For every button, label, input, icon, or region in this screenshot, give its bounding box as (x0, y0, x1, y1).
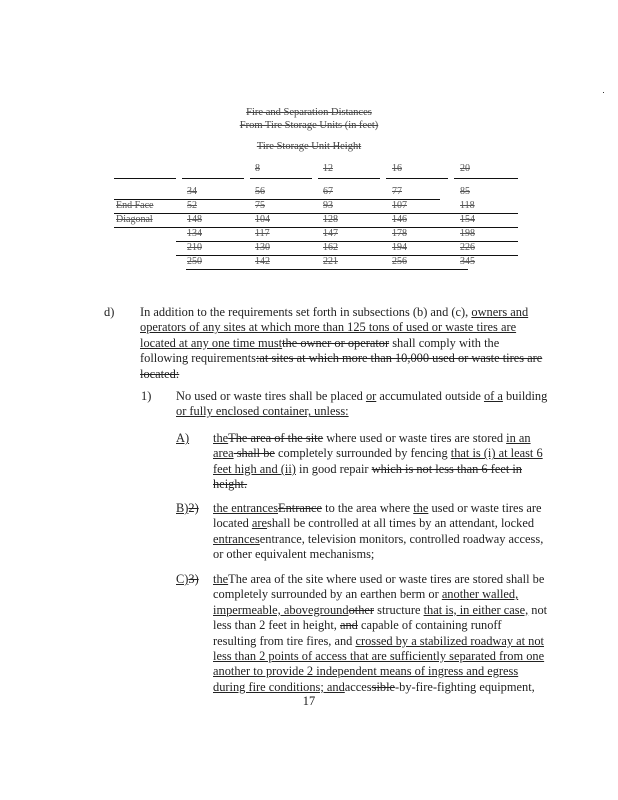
separation-distance-table (114, 163, 518, 270)
header-rule (182, 178, 244, 179)
section-d-text: In addition to the requirements set forth in subsections (b) and (c), owners and operators of any sites at which more than 125 tons of used or waste tires are located at any one time mustthe owner or operator shall comply with the following requirements:at sites at which more than 10,000 used or waste tires are located: (140, 305, 543, 381)
table-row: 250 142 221 256 345 (186, 256, 468, 270)
table-title: Fire and Separation Distances (246, 107, 372, 118)
item-1-text: No used or waste tires shall be placed or accumulated outside of a building or fully enclosed container, unless: (176, 389, 548, 419)
item-C-text: theThe area of the site where used or waste tires are stored shall be completely surrounded by an earthen berm or another walled, impermeable, abovegroundother structure that is, in either case, not less than 2 feet in height, and capable of containing runoff resulting from tire fires, and crossed by a stabilized roadway at not less than 2 points of access that are sufficiently separated from one another to provide 2 independent means of ingress and egress during fire conditions; andaccessible-by-fire-fighting equipment, (213, 572, 548, 694)
table-row: Diagonal 148 104 128 146 154 (114, 214, 518, 228)
header-rule (318, 178, 380, 179)
item-label-C: C)3) (176, 572, 199, 586)
table-column-group-title: Tire Storage Unit Height (256, 141, 362, 152)
item-B-text: the entrancesEntrance to the area where the used or waste tires are located areshall be controlled at all times by an attendant, locked entrancesentrance, television monitors, controlled roadway access, or other equivalent mechanisms; (213, 501, 544, 562)
section-label-d: d) (104, 305, 115, 319)
header-cell: 16 (392, 163, 402, 174)
table-row: 34 56 67 77 85 (114, 186, 440, 200)
header-cell: 20 (460, 163, 470, 174)
header-rule (250, 178, 312, 179)
table-row: End Face 52 75 93 107 118 (114, 200, 518, 214)
table-subtitle: From Tire Storage Units (in feet) (239, 120, 379, 131)
header-rule (386, 178, 448, 179)
table-header-row (114, 163, 518, 175)
table-row: 134 117 147 178 198 (176, 228, 518, 242)
table-row: 210 130 162 194 226 (176, 242, 518, 256)
item-A-text: theThe area of the site where used or waste tires are stored in an area shall be completely surrounded by fencing that is (i) at least 6 feet high and (ii) in good repair which is not less than 6 feet in height. (213, 431, 543, 492)
header-rule (114, 178, 176, 179)
item-label-A: A) (176, 431, 190, 445)
header-cell: 8 (255, 163, 260, 174)
item-label-1: 1) (141, 389, 152, 403)
header-cell: 12 (323, 163, 333, 174)
page-number: 17 (302, 694, 316, 708)
scan-speck (603, 92, 604, 93)
item-label-B: B)2) (176, 501, 199, 515)
header-rule (454, 178, 518, 179)
